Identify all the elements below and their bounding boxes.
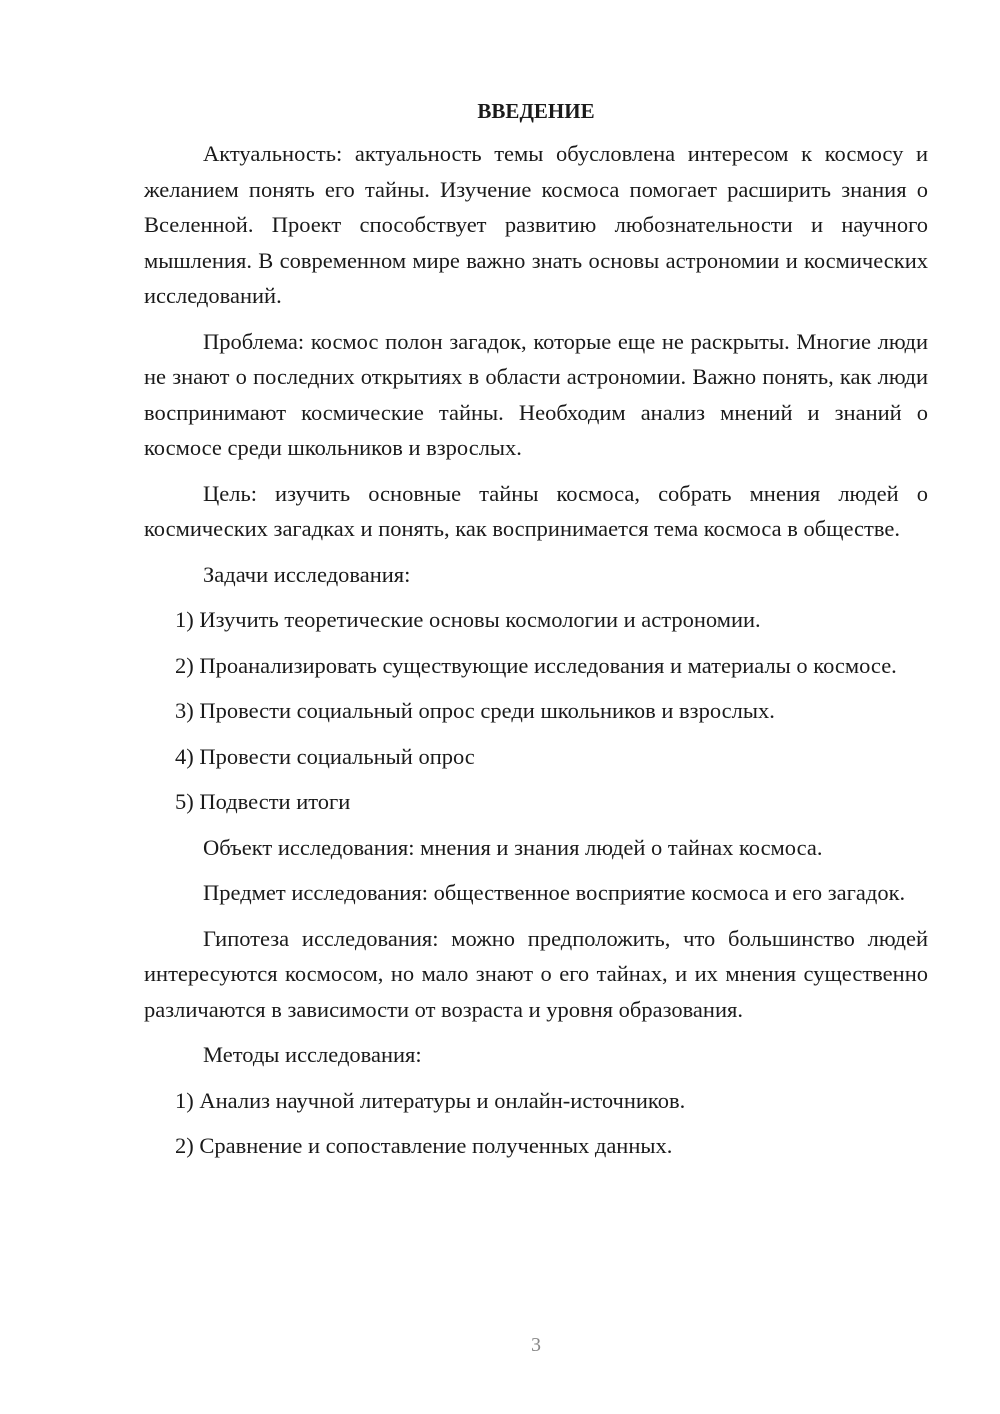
hypothesis-paragraph: Гипотеза исследования: можно предположить, что большинство людей интересуются космосом, но мало знают о его тайнах, и их мнения существенно различаются в зависимости от возраста и уровня образования.: [144, 925, 928, 1022]
page-title: ВВЕДЕНИЕ: [477, 99, 595, 123]
task-item: 1) Изучить теоретические основы космологии и астрономии.: [175, 607, 761, 632]
method-item: 1) Анализ научной литературы и онлайн-источников.: [175, 1087, 686, 1113]
subject-paragraph: Предмет исследования: общественное восприятие космоса и его загадок.: [203, 880, 906, 905]
task-item: 2) Проанализировать существующие исследования и материалы о космосе.: [175, 652, 897, 678]
task-item: 5) Подвести итоги: [175, 789, 351, 814]
relevance-paragraph: Актуальность: актуальность темы обусловлена интересом к космосу и желанием понять его тайны. Изучение космоса помогает расширить знания о Вселенной. Проект способствует развитию любознательности и научного мышления. В современном мире важно знать основы астрономии и космических исследований.: [144, 141, 928, 308]
problem-paragraph: Проблема: космос полон загадок, которые еще не раскрыты. Многие люди не знают о последних открытиях в области астрономии. Важно понять, как люди воспринимают космические тайны. Необходим анализ мнений и знаний о космосе среди школьников и взрослых.: [144, 328, 928, 460]
methods-title: Методы исследования:: [203, 1042, 422, 1067]
tasks-title: Задачи исследования:: [203, 561, 411, 587]
method-item: 2) Сравнение и сопоставление полученных данных.: [175, 1133, 673, 1158]
object-paragraph: Объект исследования: мнения и знания людей о тайнах космоса.: [203, 834, 823, 860]
goal-paragraph: Цель: изучить основные тайны космоса, собрать мнения людей о космических загадках и понять, как воспринимается тема космоса в обществе.: [144, 480, 928, 541]
task-item: 3) Провести социальный опрос среди школьников и взрослых.: [175, 698, 775, 723]
task-item: 4) Провести социальный опрос: [175, 743, 475, 769]
page-number: 3: [531, 1334, 541, 1356]
page-content: [144, 96, 928, 1174]
